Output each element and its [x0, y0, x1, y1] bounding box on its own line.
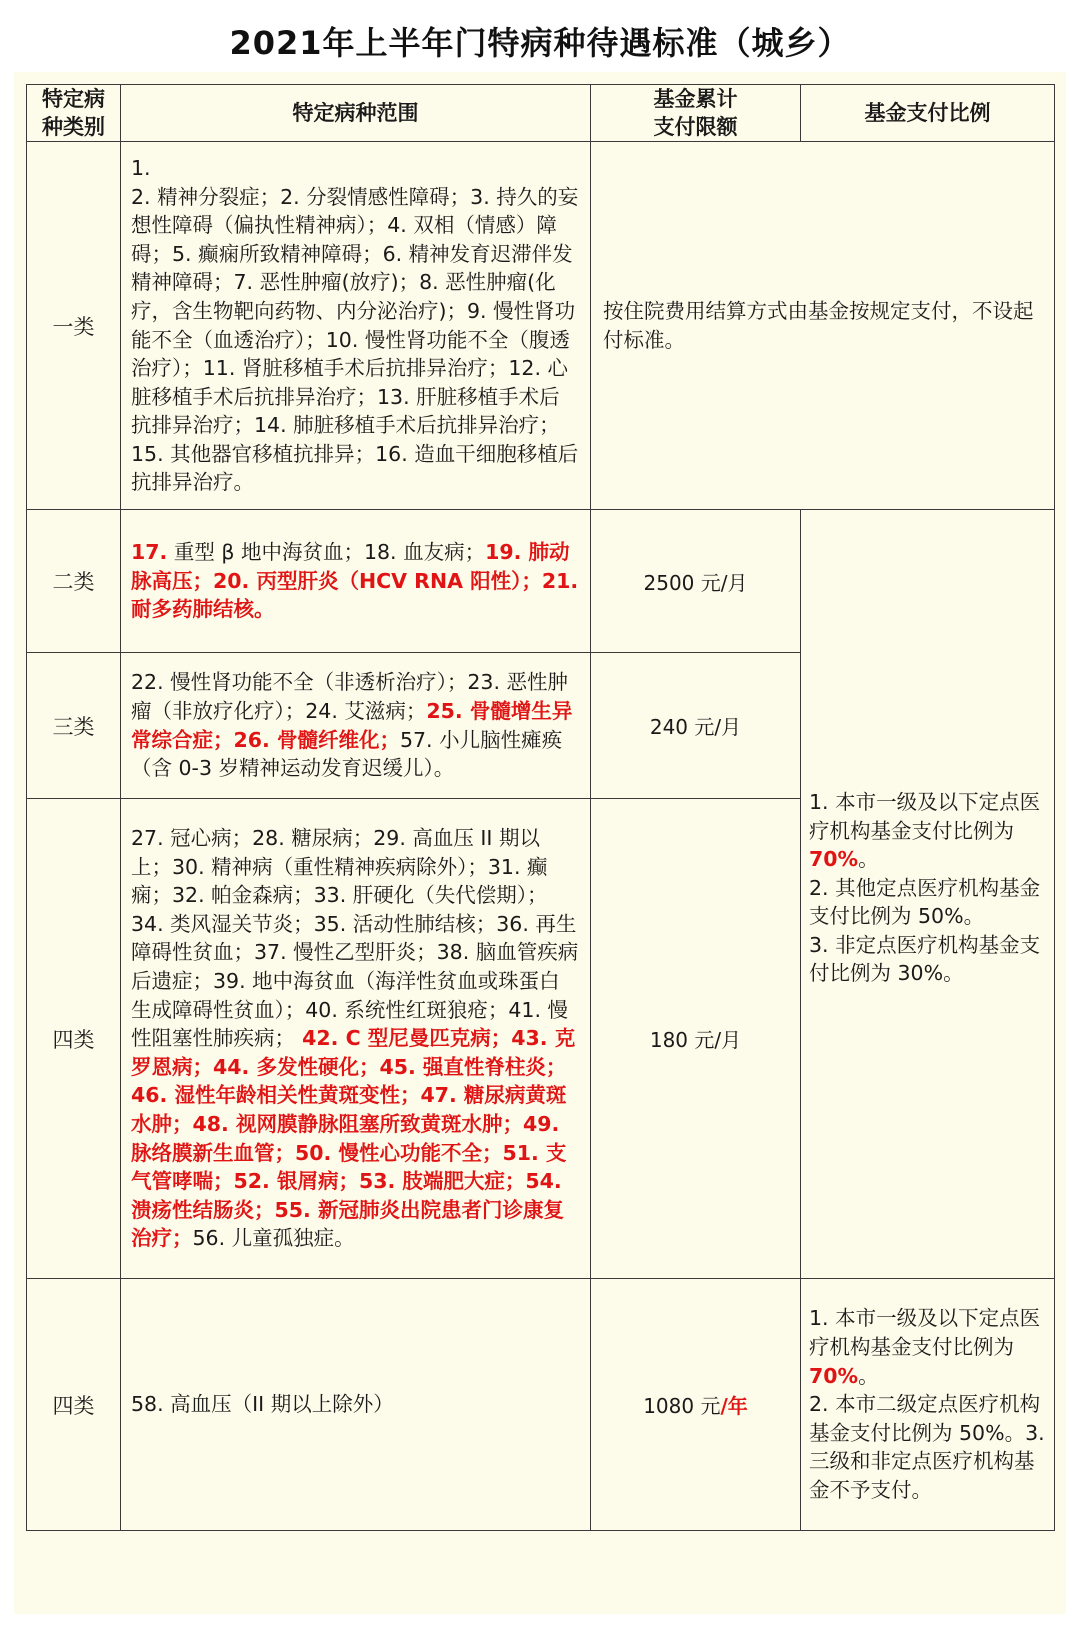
- row-scope: [121, 1279, 591, 1531]
- row-category: 四类: [27, 1279, 121, 1531]
- scope-text: 重型 β 地中海贫血；18. 血友病；: [167, 540, 486, 565]
- scope-text: 22. 慢性肾功能不全（非透析治疗）；23. 恶性肿瘤（非放疗化疗）；24. 艾滋病；: [131, 670, 568, 723]
- shared-ratio-text: [809, 788, 1046, 988]
- header-limit: 基金累计 支付限额: [591, 85, 801, 142]
- table-row: [27, 142, 1055, 510]
- ratio-percent: 70%: [809, 847, 859, 872]
- scope-text: 58. 高血压（II 期以上除外）: [131, 1392, 394, 1417]
- row-limit: 240 元/月: [591, 653, 801, 799]
- header-ratio: 基金支付比例: [801, 85, 1055, 142]
- scope-text-red: 19. 肺动脉高压；20. 丙型肝炎（HCV RNA 阳性）；21. 耐多药肺结核。: [131, 540, 579, 622]
- scope-text: 56. 儿童孤独症。: [192, 1226, 355, 1251]
- header-category: 特定病 种类别: [27, 85, 121, 142]
- row-scope: [121, 799, 591, 1279]
- shared-ratio-cell: [801, 510, 1055, 1279]
- page-title: 2021年上半年门特病种待遇标准（城乡）: [229, 24, 851, 62]
- merged-payment-cell: [591, 142, 1055, 510]
- row-scope: [121, 142, 591, 510]
- table-header-row: [27, 85, 1055, 142]
- row-category: 四类: [27, 799, 121, 1279]
- ratio-text-block: [809, 1304, 1046, 1504]
- limit-unit: /年: [720, 1394, 748, 1418]
- row-category: 一类: [27, 142, 121, 510]
- row-limit: 180 元/月: [591, 799, 801, 1279]
- row-scope: [121, 510, 591, 653]
- ratio-text: 。 2. 本市二级定点医疗机构基金支付比例为 50%。3. 三级和非定点医疗机构基金不予支付。: [809, 1363, 1045, 1502]
- merged-payment-text: 按住院费用结算方式由基金按规定支付，不设起付标准。: [603, 298, 1034, 352]
- row-scope: [121, 653, 591, 799]
- scope-text-red: 17.: [131, 540, 168, 565]
- row-category: 二类: [27, 510, 121, 653]
- ratio-text: 1. 本市一级及以下定点医疗机构基金支付比例为: [809, 789, 1041, 843]
- row-limit: [591, 1279, 801, 1531]
- row-category: 三类: [27, 653, 121, 799]
- scope-text: 57. 小儿脑性瘫痪（含 0-3 岁精神运动发育迟缓儿）。: [131, 727, 563, 781]
- header-scope: 特定病种范围: [121, 85, 591, 142]
- ratio-percent: 70%: [809, 1363, 859, 1388]
- row-ratio: [801, 1279, 1055, 1531]
- scope-text-red: 25. 骨髓增生异常综合症；26. 骨髓纤维化；: [131, 698, 573, 752]
- scope-text: 1. 2. 精神分裂症；2. 分裂情感性障碍；3. 持久的妄想性障碍（偏执性精神病）；4. 双相（情感）障碍；5. 癫痫所致精神障碍；6. 精神发育迟滞伴发精神障碍；7. 恶性肿瘤(放疗)；8. 恶性肿瘤(化疗，含生物靶向药物、内分泌治疗)；9. 慢性肾功能不全（血透治疗）；10. 慢性肾功能不全（腹透治疗）；11. 肾脏移植手术后抗排异治疗；12. 心脏移植手术后抗排异治疗；13. 肝脏移植手术后抗排异治疗；14. 肺脏移植手术后抗排异治疗；15. 其他器官移植抗排异；16. 造血干细胞移植后抗排异治疗。: [131, 155, 579, 495]
- table-row: [27, 510, 1055, 653]
- scope-text: 27. 冠心病；28. 糖尿病；29. 高血压 II 期以上；30. 精神病（重性精神疾病除外）；31. 癫痫；32. 帕金森病；33. 肝硬化（失代偿期）；34. 类风湿关节炎；35. 活动性肺结核；36. 再生障碍性贫血；37. 慢性乙型肝炎；38. 脑血管疾病后遗症；39. 地中海贫血（海洋性贫血或珠蛋白生成障碍性贫血）；40. 系统性红斑狼疮；41. 慢性阻塞性肺疾病；: [131, 826, 579, 1051]
- table-row: [27, 1279, 1055, 1531]
- scope-text-red: 42. C 型尼曼匹克病；43. 克罗恩病；44. 多发性硬化；45. 强直性脊柱炎；46. 湿性年龄相关性黄斑变性；47. 糖尿病黄斑水肿；48. 视网膜静脉阻塞所致黄斑水肿；49. 脉络膜新生血管；50. 慢性心功能不全；51. 支气管哮喘；52. 银屑病；53. 肢端肥大症；54. 溃疡性结肠炎；55. 新冠肺炎出院患者门诊康复治疗；: [131, 1026, 576, 1251]
- ratio-text: 。 2. 其他定点医疗机构基金支付比例为 50%。 3. 非定点医疗机构基金支付比例为 30%。: [809, 847, 1041, 986]
- limit-amount: 1080 元: [643, 1394, 721, 1418]
- ratio-text: 1. 本市一级及以下定点医疗机构基金支付比例为: [809, 1306, 1041, 1360]
- row-limit: 2500 元/月: [591, 510, 801, 653]
- benefit-table: [26, 84, 1055, 1531]
